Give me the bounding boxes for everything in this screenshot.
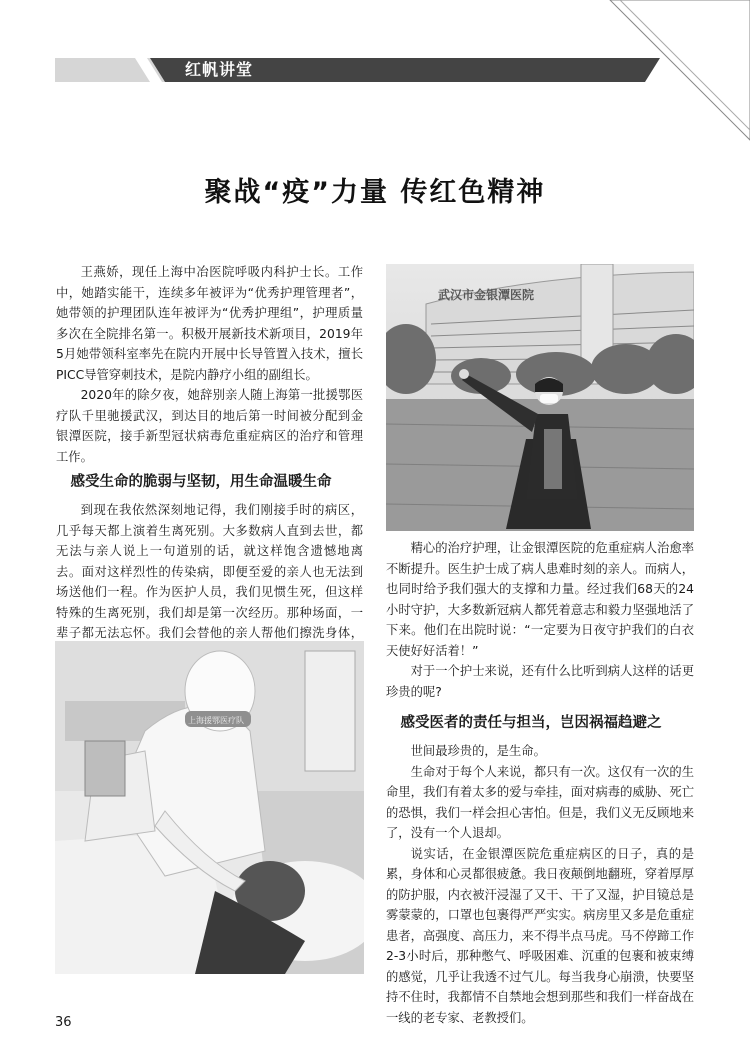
body-paragraph: 世间最珍贵的，是生命。 [410, 744, 546, 758]
intro-paragraph: 王燕娇，现任上海中冶医院呼吸内科护士长。工作中，她踏实能干，连续多年被评为“优秀护理管理者”，她带领的护理团队连年被评为“优秀护理组”，护理质量多次在全院排名第一。积极开展新技术新项目，2019年5月她带领科室率先在院内开展中长导管置入技术，擅长PICC导管穿刺技术，是院内静疗小组的副组长。 [56, 265, 363, 382]
section-heading: 感受医者的责任与担当，岂因祸福趋避之 [400, 715, 662, 731]
article-title: 聚战“疫”力量 传红色精神 [204, 177, 546, 208]
suit-label: 上海援鄂医疗队 [188, 716, 244, 725]
page-number: 36 [55, 1015, 72, 1030]
hospital-photo [386, 264, 694, 531]
section-label: 红帆讲堂 [185, 60, 254, 79]
body-paragraph: 生命对于每个人来说，都只有一次。这仅有一次的生命里，我们有着太多的爱与牵挂，面对病毒的威胁、死亡的恐惧，我们一样会担心害怕。但是，我们义无反顾地来了，没有一个人退却。 [386, 764, 694, 840]
hospital-sign: 武汉市金银潭医院 [438, 288, 535, 302]
left-column [56, 262, 363, 685]
body-paragraph: 到现在我依然深刻地记得，我们刚接手时的病区，几乎每天都上演着生离死别。大多数病人直到去世，都无法与亲人说上一句道别的话，就这样饱含遗憾地离去。面对这样烈性的传染病，即便至爱的亲人也无法到场送他们一程。作为医护人员，我们见惯生死，但这样特殊的生离死别，我们却是第一次经历。那种场面，一辈子都无法忘怀。我们会替他的亲人帮他们擦洗身体， [56, 503, 363, 640]
body-paragraph: 对于一个护士来说，还有什么比听到病人这样的话更珍贵的呢? [386, 664, 694, 699]
ward-photo [55, 641, 364, 974]
right-column [386, 538, 694, 1028]
section-banner [55, 58, 660, 82]
body-paragraph: 说实话，在金银潭医院危重症病区的日子，真的是累，身体和心灵都很疲惫。我日夜颠倒地翻班，穿着厚厚的防护服，内衣被汗浸湿了又干、干了又湿，护目镜总是雾蒙蒙的，口罩也包裹得严严实实。病房里又多是危重症患者，高强度、高压力，来不得半点马虎。马不停蹄工作2-3小时后，那种憋气、呼吸困难、沉重的包裹和被束缚的感觉，几乎让我透不过气儿。每当我身心崩溃，快要坚持不住时，我都情不自禁地会想到那些和我们一样奋战在一线的老专家、老教授们。 [386, 846, 694, 1025]
body-paragraph: 精心的治疗护理，让金银潭医院的危重症病人治愈率不断提升。医生护士成了病人患难时刻的亲人。而病人，也同时给予我们强大的支撑和力量。经过我们68天的24小时守护，大多数新冠病人都凭着意志和毅力坚强地活了下来。他们在出院时说：“一定要为日夜守护我们的白衣天使好好活着！” [386, 541, 694, 658]
section-heading: 感受生命的脆弱与坚韧，用生命温暖生命 [70, 474, 332, 490]
intro-paragraph: 2020年的除夕夜，她辞别亲人随上海第一批援鄂医疗队千里驰援武汉，到达目的地后第一时间被分配到金银潭医院，接手新型冠状病毒危重症病区的治疗和管理工作。 [56, 388, 363, 464]
